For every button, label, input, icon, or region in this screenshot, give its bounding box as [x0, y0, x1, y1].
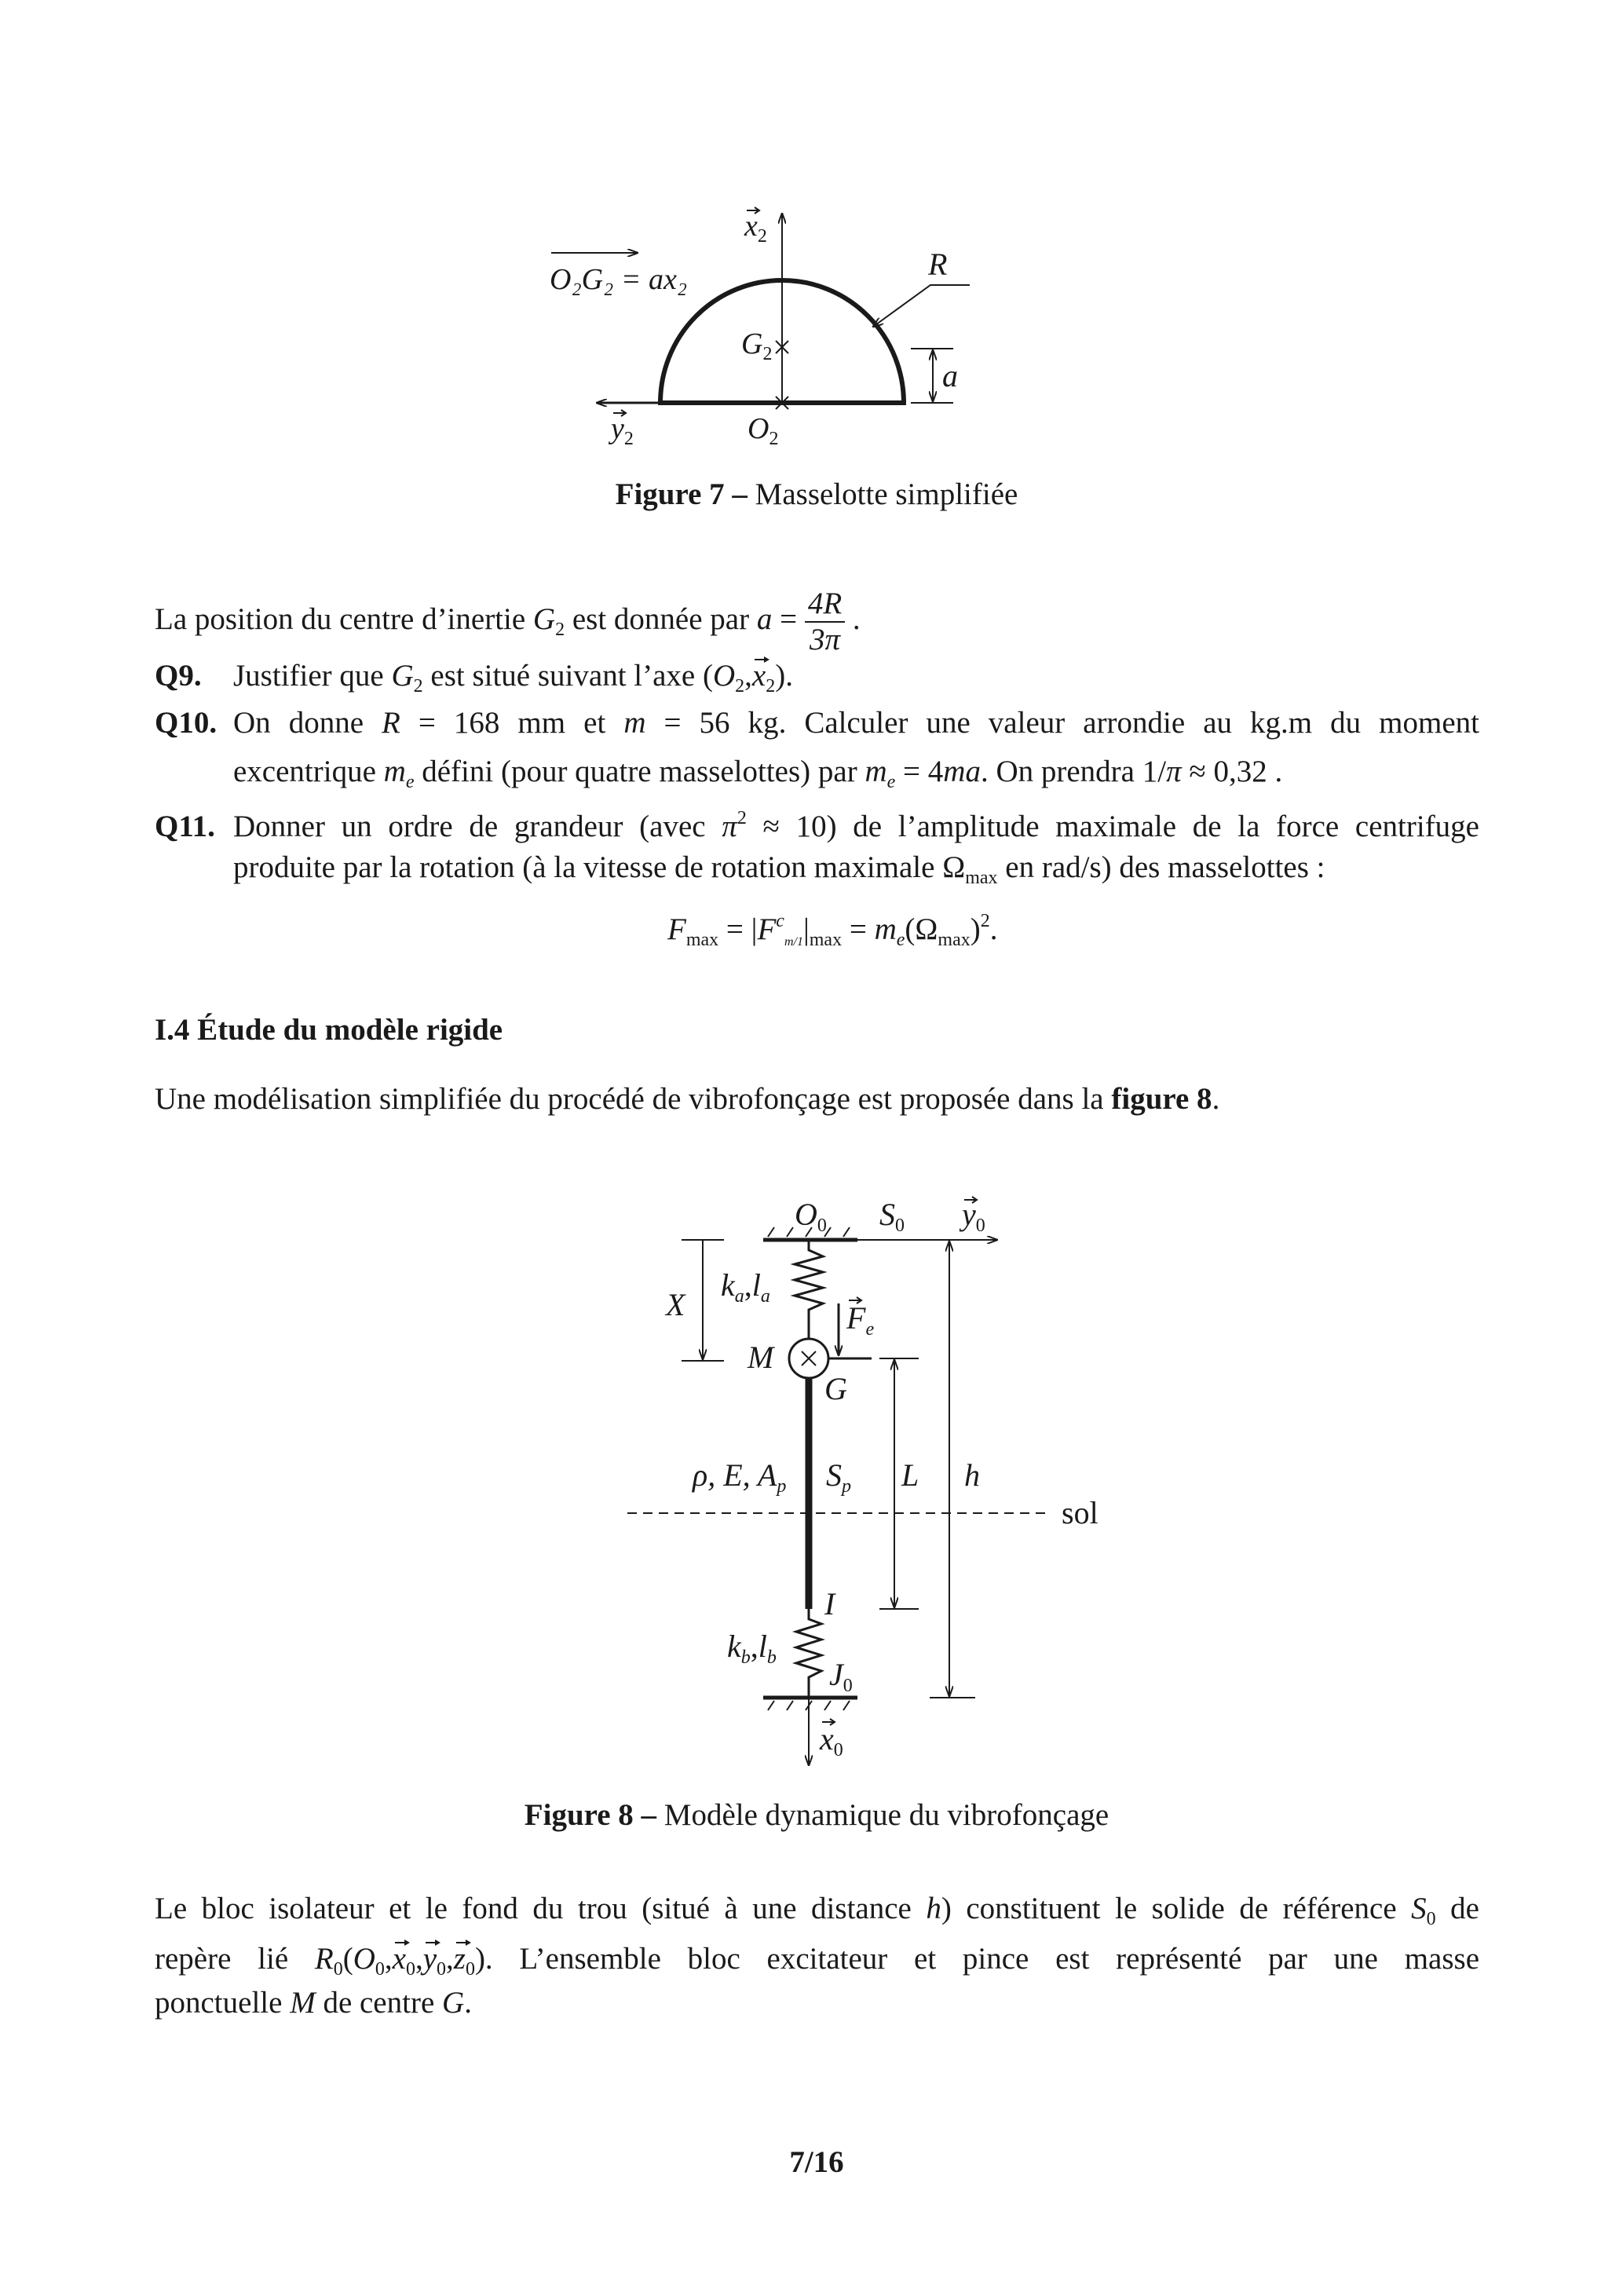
label-j0: $J_0$: [829, 1657, 853, 1696]
label-l: L: [901, 1457, 919, 1493]
paragraph-line-3: ponctuelle M de centre G.: [155, 1986, 472, 2020]
caption-text: Masselotte simplifiée: [747, 477, 1018, 511]
label-rho-e-ap: ρ, E, $A_p$: [693, 1457, 787, 1497]
figure-7: [550, 207, 970, 449]
label-m: M: [748, 1340, 774, 1375]
caption-label: Figure 8 –: [524, 1798, 657, 1832]
question-q10-line2: excentrique $m_e$ défini (pour quatre masselottes) par $m_e = 4ma$. On prendra 1/π ≈ 0,32 .: [233, 755, 1283, 792]
label-x: X: [666, 1287, 685, 1322]
label-a: a: [942, 358, 958, 393]
label-g: G: [824, 1371, 847, 1406]
label-g2: $G_2$: [741, 327, 773, 364]
label-o0: $O_0$: [795, 1197, 827, 1236]
question-q11-line2: produite par la rotation (à la vitesse de rotation maximale $\Omega_{max}$ en rad/s) des masselottes :: [233, 850, 1325, 888]
caption-text: Modèle dynamique du vibrofonçage: [656, 1798, 1109, 1832]
label-x0: $x_0$: [820, 1721, 843, 1760]
label-sol: sol: [1062, 1495, 1098, 1530]
label-ka-la: $k_a,l_a$: [721, 1267, 770, 1307]
figure-7-caption: [424, 476, 1209, 514]
intro-line: La position du centre d’inertie $G_2$ est donnée par a = $\frac{4R}{3\pi}$ .: [155, 587, 861, 656]
question-q11: Q11. Donner un ordre de grandeur (avec $\pi^2 \approx 10$) de l’amplitude maximale de la force centrifuge: [155, 808, 1479, 843]
figure-8-labels: [664, 1197, 1098, 1760]
fraction: $\frac{4R}{3\pi}$: [805, 587, 845, 657]
figure-8-caption: [424, 1797, 1209, 1834]
label-i: I: [824, 1586, 835, 1621]
label-h: h: [964, 1457, 980, 1493]
question-q9: Q9. Justifier que $G_2$ est situé suivant l’axe $(O_2,x_2)$.: [155, 659, 793, 696]
formula-fmax: $F_{max} = |F^c_{m/1}|_{max} = m_e(\Omega_{max})^2$.: [667, 911, 998, 950]
spring-a: [795, 1240, 823, 1339]
label-fe: $F_e$: [846, 1300, 875, 1340]
label-s0: $S_0$: [879, 1197, 905, 1236]
label-o2: $O_2$: [748, 412, 779, 449]
label-y2: $y_2$: [611, 412, 634, 449]
caption-label: Figure 7 –: [615, 477, 748, 511]
label-y0: $y_0$: [962, 1197, 985, 1236]
section-heading: I.4 Étude du modèle rigide: [155, 1013, 503, 1047]
label-x2: $x_2$: [744, 210, 767, 247]
label-kb-lb: $k_b,l_b$: [727, 1629, 777, 1668]
label-r: R: [928, 247, 948, 282]
label-sp: $S_p$: [826, 1457, 851, 1497]
paragraph-line-1: Le bloc isolateur et le fond du trou (situé à une distance h) constituent le solide de référence $S_0$ de: [155, 1892, 1479, 1929]
page-number: 7/16: [789, 2145, 844, 2179]
paragraph-line-2: repère lié $R_0(O_0,x_0,y_0,z_0)$. L’ensemble bloc excitateur et pince est représenté par une masse: [155, 1942, 1480, 1980]
spring-b: [796, 1609, 821, 1698]
label-o2g2-eq: O₂G₂ = ax₂: [550, 263, 688, 296]
section-intro: Une modélisation simplifiée du procédé de vibrofonçage est proposée dans la figure 8.: [155, 1082, 1220, 1116]
r-leader: [873, 285, 970, 327]
question-q10: Q10. On donne R = 168 mm et m = 56 kg. Calculer une valeur arrondie au kg.m du moment: [155, 706, 1480, 740]
